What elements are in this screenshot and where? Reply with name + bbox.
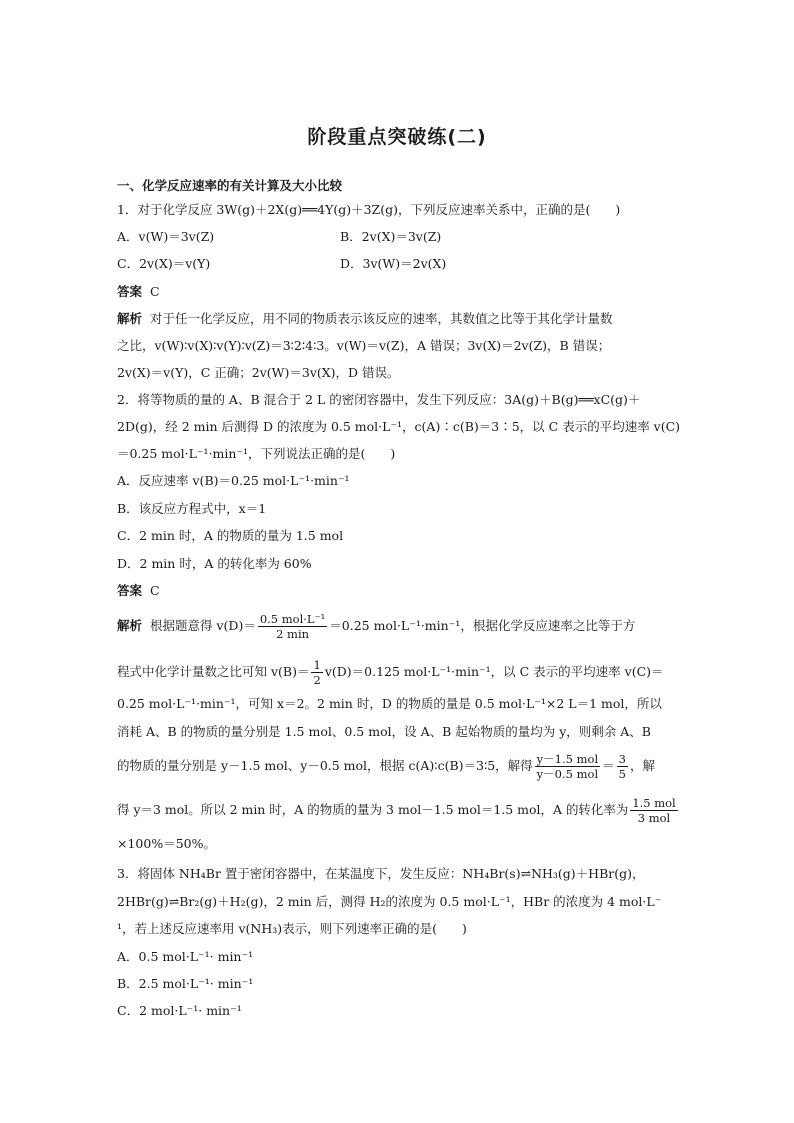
- q1-analysis-line: 之比，v(W)∶v(X)∶v(Y)∶v(Z)＝3∶2∶4∶3。v(W)＝v(Z)，A 错误；3v(X)＝2v(Z)，B 错误；: [117, 338, 611, 353]
- fraction-numerator: 3: [618, 752, 626, 766]
- analysis-text: 程式中化学计量数之比可知 v(B)＝: [117, 664, 310, 679]
- fraction-numerator: 1: [313, 658, 321, 672]
- fraction-denominator: y－0.5 mol: [536, 767, 599, 781]
- section-heading: 一、化学反应速率的有关计算及大小比较: [117, 178, 343, 193]
- page-title: 阶段重点突破练(二): [307, 126, 487, 148]
- q1-stem: 1．对于化学反应 3W(g)＋2X(g)══4Y(g)＋3Z(g)，下列反应速率关系中，正确的是( ): [117, 202, 621, 217]
- q2-analysis-line: 消耗 A、B 的物质的量分别是 1.5 mol、0.5 mol，设 A、B 起始物质的量均为 y，则剩余 A、B: [117, 724, 651, 739]
- q2-stem: ＝0.25 mol·L⁻¹·min⁻¹，下列说法正确的是( ): [117, 446, 396, 461]
- analysis-text: ＝0.25 mol·L⁻¹·min⁻¹，根据化学反应速率之比等于方: [329, 618, 636, 633]
- q1-analysis-line: 2v(X)＝v(Y)，C 正确；2v(W)＝3v(X)，D 错误。: [117, 365, 400, 380]
- fraction-denominator: 5: [618, 767, 626, 781]
- analysis-text: 根据题意得 v(D)＝: [150, 618, 256, 633]
- q2-option-b: B．该反应方程式中，x＝1: [117, 501, 267, 516]
- analysis-label: 解析: [117, 618, 143, 633]
- fraction-denominator: 2 min: [276, 627, 310, 641]
- q3-stem: 3．将固体 NH₄Br 置于密闭容器中，在某温度下，发生反应：NH₄Br(s)⇌NH₃(g)＋HBr(g)，: [117, 866, 645, 881]
- q1-answer: [117, 284, 160, 300]
- analysis-text: v(D)＝0.125 mol·L⁻¹·min⁻¹，以 C 表示的平均速率 v(C)＝: [324, 664, 664, 679]
- fraction-numerator: y－1.5 mol: [536, 752, 599, 766]
- analysis-text: ，解: [629, 758, 655, 773]
- q2-analysis-line: [117, 612, 635, 641]
- fraction: [258, 612, 327, 641]
- fraction: [630, 796, 677, 825]
- q2-analysis-line: ×100%＝50%。: [117, 836, 216, 851]
- answer-label: 答案: [117, 583, 143, 598]
- fraction-denominator: 3 mol: [637, 811, 671, 825]
- answer-value: C: [150, 284, 160, 299]
- q2-analysis-line: [117, 658, 664, 687]
- fraction-numerator: 0.5 mol·L⁻¹: [259, 612, 326, 626]
- q2-answer: [117, 583, 160, 599]
- q3-option-b: B．2.5 mol·L⁻¹· min⁻¹: [117, 976, 254, 991]
- q1-analysis-line: [117, 311, 613, 327]
- q2-stem: 2．将等物质的量的 A、B 混合于 2 L 的密闭容器中，发生下列反应：3A(g)＋B(g)══xC(g)＋: [117, 392, 641, 407]
- q1-option-c: C．2v(X)＝v(Y): [117, 256, 211, 271]
- analysis-text: 得 y＝3 mol。所以 2 min 时，A 的物质的量为 3 mol－1.5 mol＝1.5 mol，A 的转化率为: [117, 802, 629, 817]
- q2-stem: 2D(g)，经 2 min 后测得 D 的浓度为 0.5 mol·L⁻¹，c(A)∶c(B)＝3∶5，以 C 表示的平均速率 v(C): [117, 419, 681, 434]
- q2-analysis-line: 0.25 mol·L⁻¹·min⁻¹，可知 x＝2。2 min 时，D 的物质的量是 0.5 mol·L⁻¹×2 L＝1 mol，所以: [117, 696, 662, 711]
- analysis-text: ＝: [602, 758, 615, 773]
- analysis-text: 对于任一化学反应，用不同的物质表示该反应的速率，其数值之比等于其化学计量数: [150, 311, 613, 326]
- q2-option-d: D．2 min 时，A 的转化率为 60%: [117, 556, 312, 571]
- fraction: [617, 752, 628, 781]
- q3-stem: 2HBr(g)⇌Br₂(g)＋H₂(g)，2 min 后，测得 H₂的浓度为 0.5 mol·L⁻¹，HBr 的浓度为 4 mol·L⁻: [117, 894, 662, 909]
- analysis-label: 解析: [117, 311, 143, 326]
- q1-option-b: B．2v(X)＝3v(Z): [340, 229, 442, 244]
- analysis-text: 的物质的量分别是 y－1.5 mol、y－0.5 mol，根据 c(A)∶c(B)＝3∶5，解得: [117, 758, 533, 773]
- q3-option-c: C．2 mol·L⁻¹· min⁻¹: [117, 1003, 242, 1018]
- q2-option-c: C．2 min 时，A 的物质的量为 1.5 mol: [117, 528, 344, 543]
- fraction-numerator: 1.5 mol: [632, 796, 676, 810]
- q2-analysis-line: [117, 752, 655, 781]
- q3-stem: ¹，若上述反应速率用 v(NH₃)表示，则下列速率正确的是( ): [117, 921, 467, 936]
- answer-value: C: [150, 583, 160, 598]
- fraction: [535, 752, 600, 781]
- q2-option-a: A．反应速率 v(B)＝0.25 mol·L⁻¹·min⁻¹: [117, 473, 350, 488]
- q3-option-a: A．0.5 mol·L⁻¹· min⁻¹: [117, 949, 254, 964]
- q1-option-d: D．3v(W)＝2v(X): [340, 256, 447, 271]
- q2-analysis-line: [117, 796, 680, 825]
- fraction-denominator: 2: [313, 673, 321, 687]
- answer-label: 答案: [117, 284, 143, 299]
- q1-option-a: A．v(W)＝3v(Z): [117, 229, 215, 244]
- fraction: [311, 658, 322, 687]
